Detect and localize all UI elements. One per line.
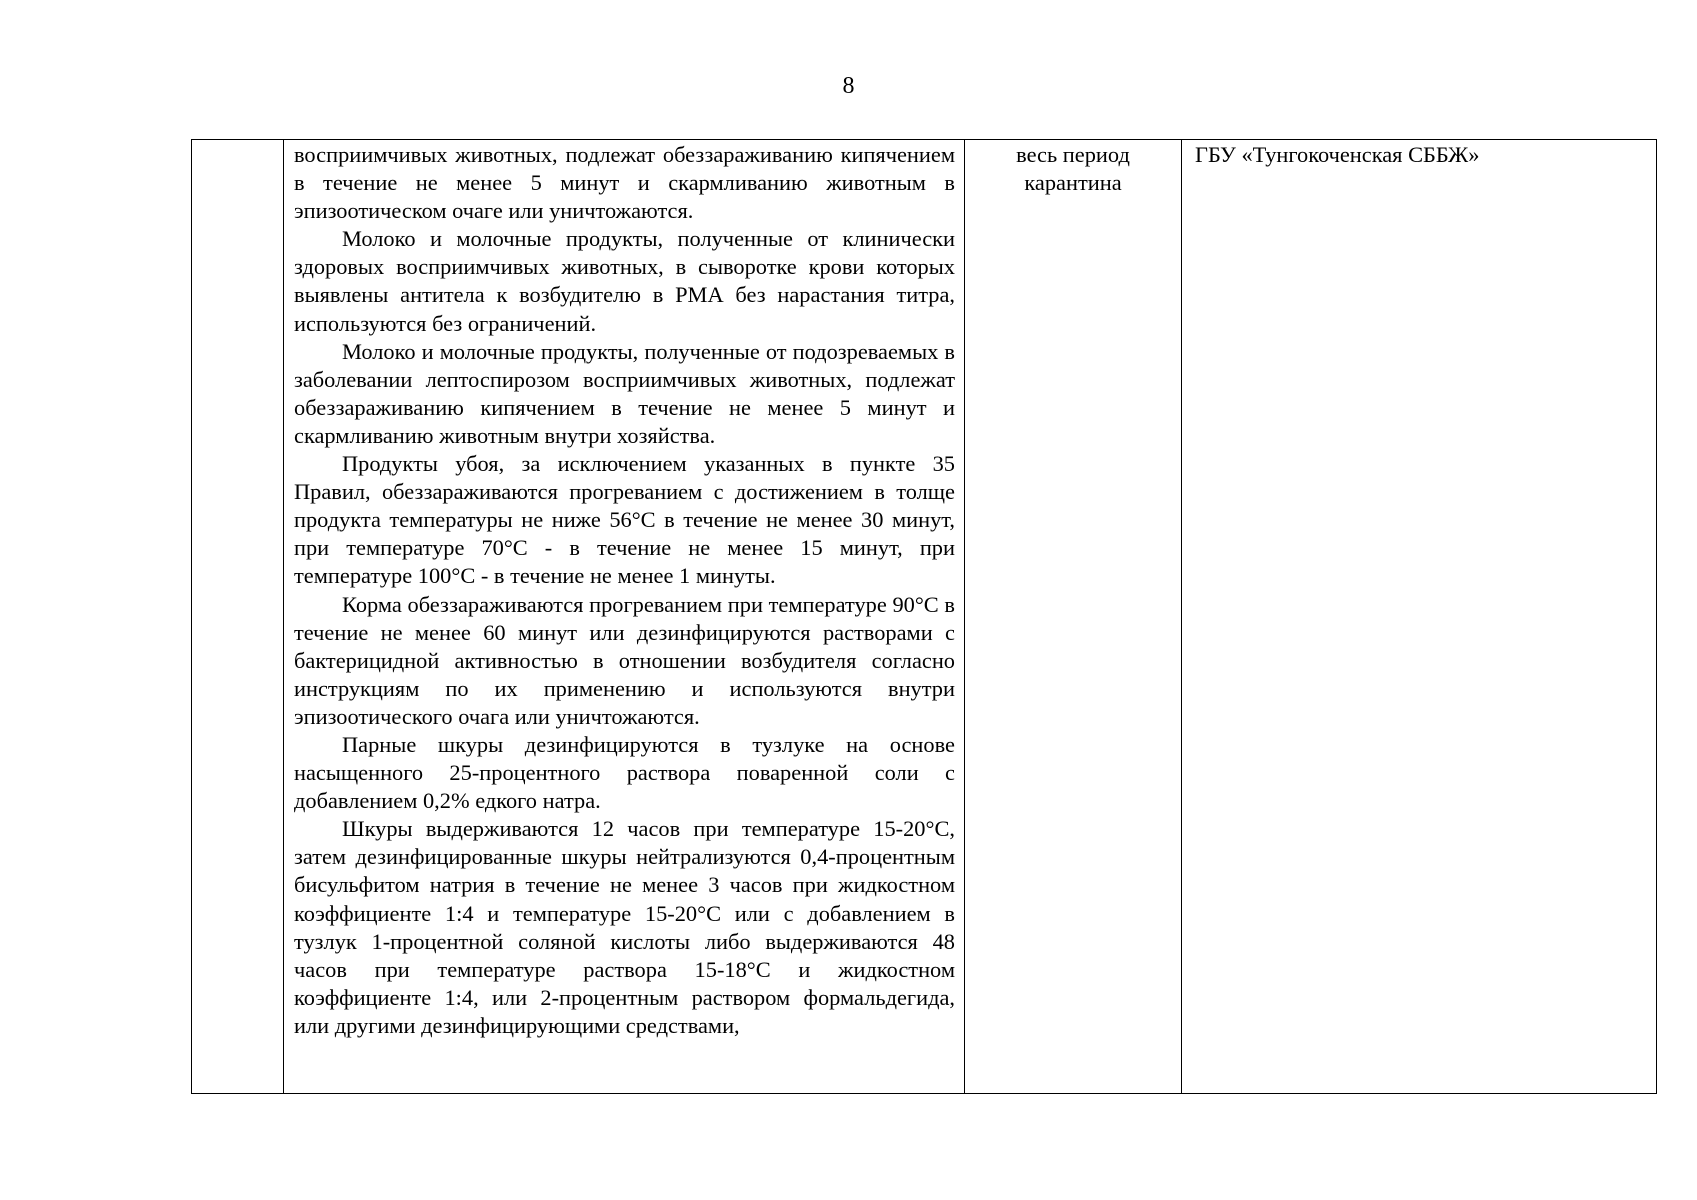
- measure-paragraph: Молоко и молочные продукты, полученные от подозреваемых в заболевании лептоспирозом восприимчивых животных, подлежат обеззараживанию кипячением в течение не менее 5 минут и скармливанию животным внутри хозяйства.: [294, 338, 955, 448]
- measure-paragraph: Корма обеззараживаются прогреванием при температуре 90°С в течение не менее 60 минут или дезинфицируются растворами с бактерицидной активностью в отношении возбудителя согласно инструкциям по их применению и используются внутри эпизоотического очага или уничтожаются.: [294, 591, 955, 729]
- measure-paragraph: восприимчивых животных, подлежат обеззараживанию кипячением в течение не менее 5 минут и скармливанию животным в эпизоотическом очаге или уничтожаются.: [294, 142, 955, 224]
- row-number-cell: [192, 140, 284, 1094]
- measures-table: [191, 139, 1657, 1094]
- measure-paragraph: Продукты убоя, за исключением указанных в пункте 35 Правил, обеззараживаются прогреванием с достижением в толще продукта температуры не ниже 56°С в течение не менее 30 минут, при температуре 70°С - в течение не менее 15 минут, при температуре 100°С - в течение не менее 1 минуты.: [294, 451, 955, 589]
- responsible-text: ГБУ «Тунгокоченская СББЖ»: [1195, 142, 1480, 167]
- measure-text-cell: [284, 140, 965, 1094]
- period-cell: [965, 140, 1182, 1094]
- period-text: весь период карантина: [1016, 142, 1130, 196]
- measure-paragraph: Шкуры выдерживаются 12 часов при температуре 15-20°С, затем дезинфицированные шкуры нейтрализуются 0,4-процентным бисульфитом натрия в течение не менее 3 часов при жидкостном коэффициенте 1:4 и температуре 15-20°С или с добавлением в тузлук 1-процентной соляной кислоты либо выдерживаются 48 часов при температуре раствора 15-18°С и жидкостном коэффициенте 1:4, или 2-процентным раствором формальдегида, или другими дезинфицирующими средствами,: [294, 816, 955, 1038]
- measure-paragraph: Парные шкуры дезинфицируются в тузлуке на основе насыщенного 25-процентного раствора поваренной соли с добавлением 0,2% едкого натра.: [294, 731, 955, 814]
- responsible-cell: [1182, 140, 1657, 1094]
- table-row: [192, 140, 1657, 1094]
- measure-paragraph: Молоко и молочные продукты, полученные от клинически здоровых восприимчивых животных, в сыворотке крови которых выявлены антитела к возбудителю в РМА без нарастания титра, используются без ограничений.: [294, 226, 955, 336]
- page-number: 8: [842, 73, 855, 99]
